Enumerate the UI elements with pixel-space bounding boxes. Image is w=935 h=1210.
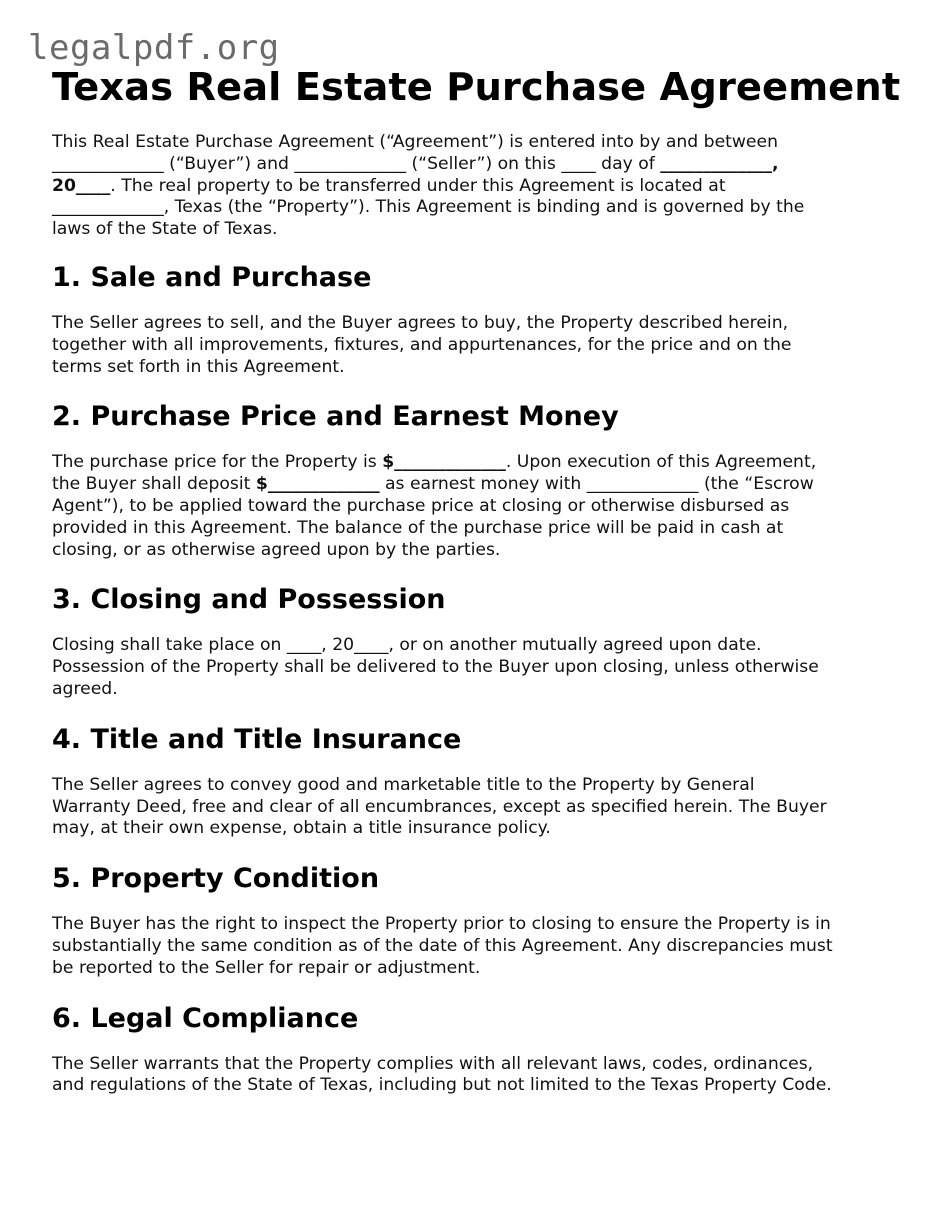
body-line: The purchase price for the Property is bbox=[52, 452, 383, 473]
section-body-property-condition bbox=[52, 914, 892, 979]
body-line: the Buyer shall deposit bbox=[52, 474, 256, 495]
intro-line: _____________ (“Buyer”) and _____________ (“Seller”) on this ____ day of bbox=[52, 153, 661, 174]
body-line: Closing shall take place on ____, 20____, or on another mutually agreed upon date. bbox=[52, 635, 762, 656]
body-line: provided in this Agreement. The balance of the purchase price will be paid in cash at bbox=[52, 517, 784, 538]
document-title: Texas Real Estate Purchase Agreement bbox=[52, 65, 901, 110]
body-line: as earnest money with _____________ (the “Escrow bbox=[379, 474, 814, 495]
body-line: The Seller agrees to convey good and marketable title to the Property by General bbox=[52, 774, 755, 795]
body-line: be reported to the Seller for repair or adjustment. bbox=[52, 957, 481, 978]
body-line: terms set forth in this Agreement. bbox=[52, 356, 345, 377]
section-body-title-insurance bbox=[52, 775, 892, 840]
intro-paragraph bbox=[52, 132, 892, 241]
section-body-sale-and-purchase bbox=[52, 313, 892, 378]
intro-line: _____________, Texas (the “Property”). This Agreement is binding and is governed by the bbox=[52, 197, 805, 218]
body-line: The Seller agrees to sell, and the Buyer agrees to buy, the Property described herein, bbox=[52, 312, 789, 333]
section-heading-closing-and-possession: 3. Closing and Possession bbox=[52, 584, 446, 616]
body-line: . Upon execution of this Agreement, bbox=[505, 452, 817, 473]
body-line: closing, or as otherwise agreed upon by the parties. bbox=[52, 539, 501, 560]
watermark-logo: legalpdf.org bbox=[28, 28, 280, 68]
intro-line: This Real Estate Purchase Agreement (“Agreement”) is entered into by and between bbox=[52, 132, 778, 152]
deposit-blank: $_____________ bbox=[255, 474, 380, 495]
section-body-closing-and-possession bbox=[52, 635, 892, 700]
intro-line: . The real property to be transferred under this Agreement is located at bbox=[110, 175, 726, 196]
intro-line: laws of the State of Texas. bbox=[52, 219, 278, 240]
body-line: Possession of the Property shall be delivered to the Buyer upon closing, unless otherwise bbox=[52, 657, 819, 678]
section-body-purchase-price bbox=[52, 452, 892, 561]
body-line: Agent”), to be applied toward the purchase price at closing or otherwise disbursed as bbox=[52, 495, 790, 516]
section-heading-legal-compliance: 6. Legal Compliance bbox=[52, 1002, 359, 1034]
month-blank: _____________, bbox=[660, 153, 779, 174]
section-heading-title-insurance: 4. Title and Title Insurance bbox=[52, 723, 462, 755]
section-body-legal-compliance bbox=[52, 1054, 892, 1098]
body-line: Warranty Deed, free and clear of all encumbrances, except as specified herein. The Buyer bbox=[52, 796, 827, 817]
body-line: agreed. bbox=[52, 678, 118, 699]
body-line: and regulations of the State of Texas, including but not limited to the Texas Property Code. bbox=[52, 1075, 832, 1096]
body-line: The Seller warrants that the Property complies with all relevant laws, codes, ordinances, bbox=[52, 1053, 814, 1074]
body-line: The Buyer has the right to inspect the Property prior to closing to ensure the Property is in bbox=[52, 914, 831, 935]
document-page bbox=[52, 64, 901, 1119]
body-line: may, at their own expense, obtain a title insurance policy. bbox=[52, 818, 551, 839]
section-heading-purchase-price: 2. Purchase Price and Earnest Money bbox=[52, 401, 619, 433]
year-blank: 20____ bbox=[52, 175, 111, 196]
body-line: together with all improvements, fixtures, and appurtenances, for the price and on the bbox=[52, 334, 792, 355]
section-heading-sale-and-purchase: 1. Sale and Purchase bbox=[52, 261, 372, 293]
price-blank: $_____________ bbox=[382, 452, 506, 473]
section-heading-property-condition: 5. Property Condition bbox=[52, 863, 380, 895]
body-line: substantially the same condition as of the date of this Agreement. Any discrepancies must bbox=[52, 935, 833, 956]
